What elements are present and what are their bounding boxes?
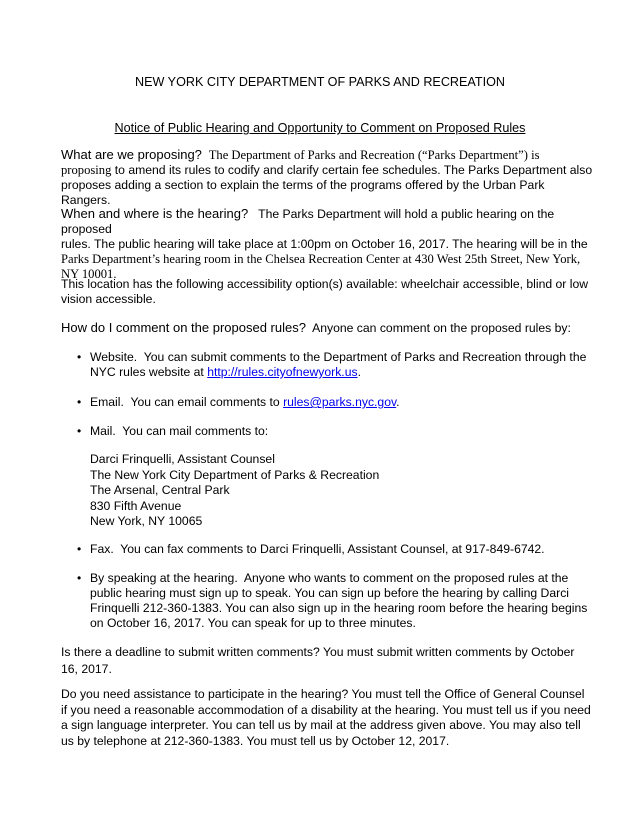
website-text: You can submit comments to the Department of Parks and Recreation through the NYC rules website at	[90, 350, 587, 379]
bullet-email: •	[77, 395, 82, 409]
deadline-paragraph	[61, 644, 593, 677]
deadline-question: Is there a deadline to submit written comments?	[61, 645, 320, 659]
address-line: The New York City Department of Parks & Recreation	[90, 467, 380, 482]
when-question: When and where is the hearing?	[61, 206, 249, 221]
bullet-website: •	[77, 350, 82, 364]
assistance-answer: You must tell the Office of General Counsel if you need a reasonable accommodation of a disability at the hearing. You must tell us if you need a sign language interpreter. You can tell us by mail at the address given above. You may also tell us by telephone at 212-360-1383. You must tell us by October 12, 2017.	[61, 687, 591, 748]
when-paragraph	[61, 206, 593, 282]
address-line: 830 Fifth Avenue	[90, 498, 182, 513]
email-end: .	[396, 395, 400, 409]
when-line2: rules. The public hearing will take place at 1:00pm on October 16, 2017. The hearing will be in the	[61, 237, 588, 251]
website-item	[90, 350, 596, 380]
speaking-label: By speaking at the hearing.	[90, 571, 238, 585]
rules-website-link[interactable]: http://rules.cityofnewyork.us	[207, 365, 358, 379]
department-heading: NEW YORK CITY DEPARTMENT OF PARKS AND RECREATION	[135, 75, 505, 89]
email-label: Email.	[90, 395, 124, 409]
assistance-paragraph	[61, 687, 593, 749]
how-paragraph	[61, 320, 593, 336]
speaking-item	[90, 571, 596, 631]
speaking-text: Anyone who wants to comment on the proposed rules at the public hearing must sign up to speak. You can sign up before the hearing by calling Darci Frinquelli 212-360-1383. You can also sign up in the hearing room before the hearing begins on October 16, 2017. You can speak for up to three minutes.	[90, 571, 588, 630]
mail-text: You can mail comments to:	[122, 424, 269, 438]
email-item	[90, 395, 596, 410]
website-end: .	[357, 365, 361, 379]
bullet-speaking: •	[77, 571, 82, 585]
what-question: What are we proposing?	[61, 147, 202, 162]
bullet-mail: •	[77, 424, 82, 438]
fax-label: Fax.	[90, 542, 114, 556]
mail-item	[90, 424, 596, 439]
when-line3: Parks Department’s hearing room in the Chelsea Recreation Center at 430 West 25th Street, New York,	[61, 252, 581, 266]
deadline-answer: You must submit written comments by October 16, 2017.	[61, 645, 575, 676]
bullet-fax: •	[77, 542, 82, 556]
what-paragraph	[61, 147, 593, 208]
assistance-question: Do you need assistance to participate in the hearing?	[61, 687, 349, 701]
mail-address	[90, 452, 596, 530]
address-line: The Arsenal, Central Park	[90, 483, 230, 497]
email-text: You can email comments to	[130, 395, 280, 409]
fax-item	[90, 542, 596, 557]
when-line4: NY 10001.	[61, 267, 117, 281]
what-rest: to amend its rules to codify and clarify certain fee schedules. The Parks Department also proposes adding a section to explain the terms of the programs offered by the Urban Park Rangers.	[61, 163, 593, 207]
address-line: New York, NY 10065	[90, 514, 203, 528]
website-label: Website.	[90, 350, 138, 364]
what-serif-text: The Department of Parks and Recreation (“Parks Department”) is proposing	[61, 148, 540, 177]
notice-title-text: Notice of Public Hearing and Opportunity to Comment on Proposed Rules	[114, 121, 526, 135]
email-link[interactable]: rules@parks.nyc.gov	[283, 395, 397, 409]
how-answer: Anyone can comment on the proposed rules by:	[312, 321, 571, 335]
address-line: Darci Frinquelli, Assistant Counsel	[90, 452, 275, 466]
mail-label: Mail.	[90, 424, 116, 438]
when-line1: The Parks Department will hold a public hearing on the proposed	[61, 207, 555, 236]
how-question: How do I comment on the proposed rules?	[61, 320, 306, 335]
accessibility-paragraph: This location has the following accessibility option(s) available: wheelchair accessible, blind or low vision accessible.	[61, 277, 589, 306]
fax-text: You can fax comments to Darci Frinquelli, Assistant Counsel, at 917-849-6742.	[120, 542, 545, 556]
notice-title	[0, 121, 640, 136]
